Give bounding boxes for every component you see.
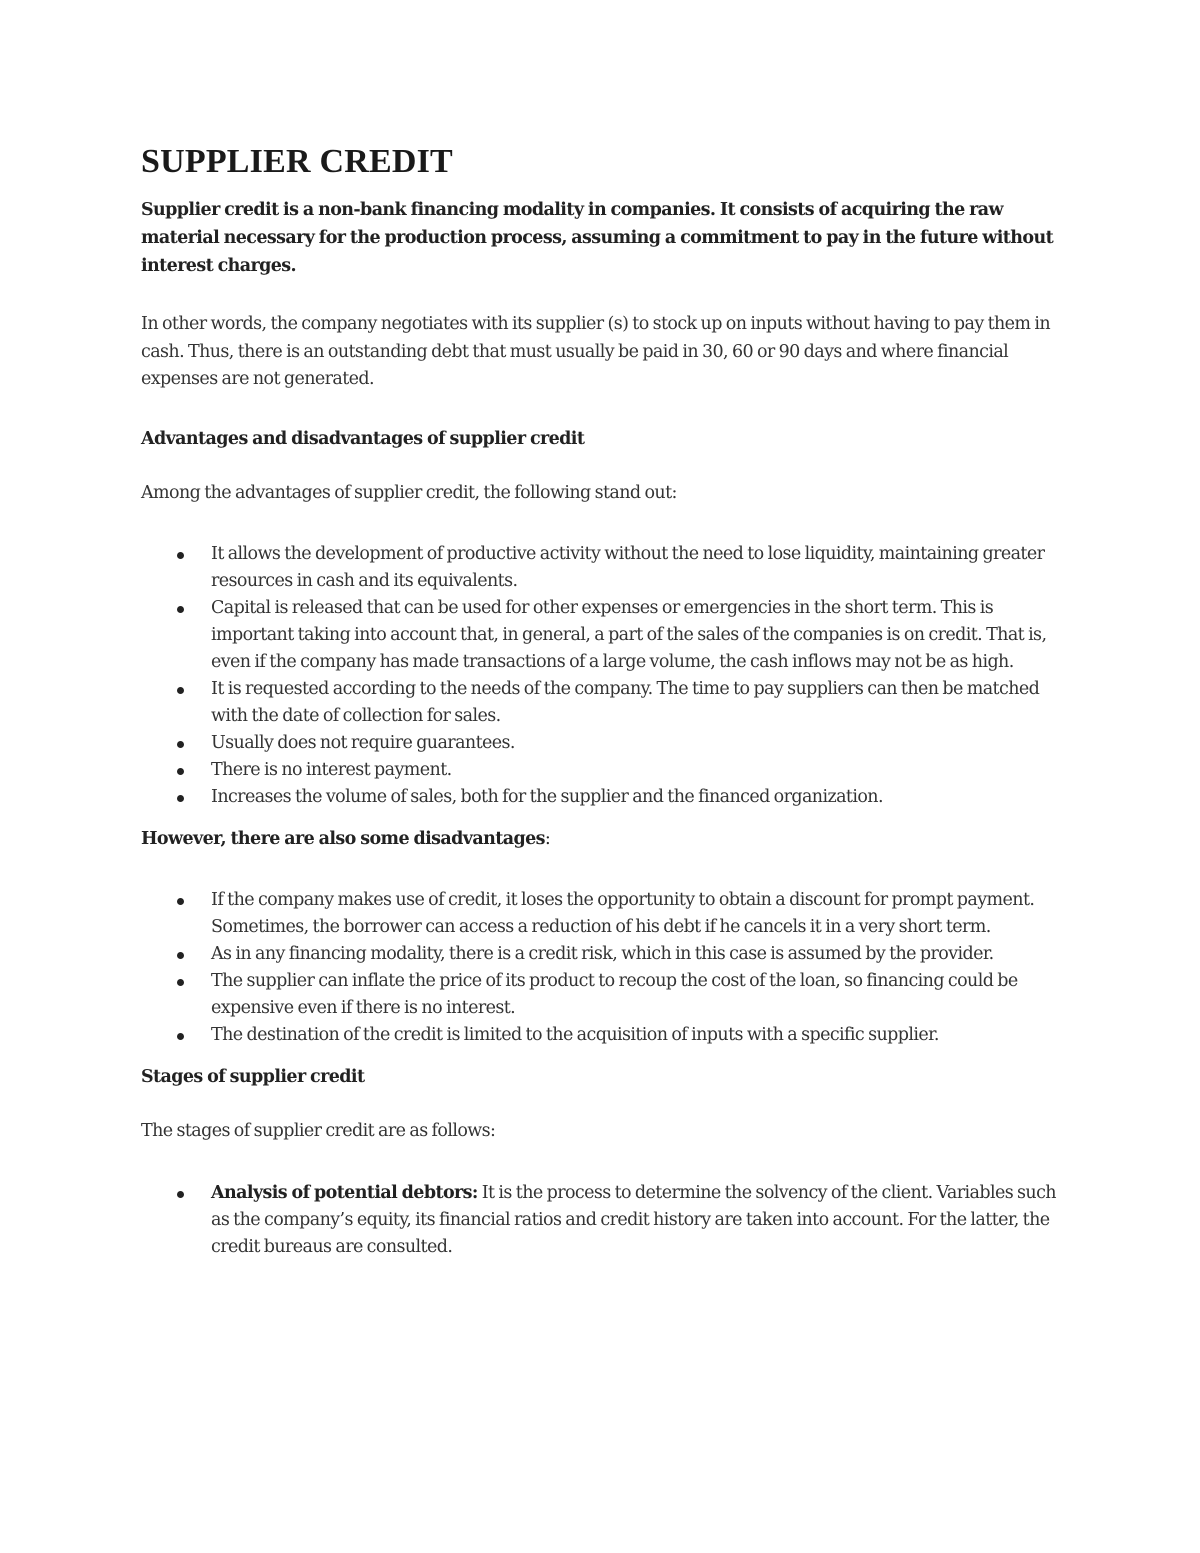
spacer	[141, 453, 1061, 480]
list-item	[141, 757, 1061, 784]
advantages-heading: Advantages and disadvantages of supplier credit	[141, 428, 585, 449]
bullet-icon	[177, 979, 184, 986]
list-item	[141, 887, 1061, 941]
bullet-icon	[177, 552, 184, 559]
intro-paragraph: In other words, the company negotiates with its supplier (s) to stock up on inputs without having to pay them in cash. Thus, there is an outstanding debt that must usually be paid in 30, 60 or 90 days and where financial expenses are not generated.	[141, 314, 1051, 389]
bullet-icon	[177, 1033, 184, 1040]
document-page	[141, 140, 1061, 1261]
list-item	[141, 730, 1061, 757]
list-item-text: If the company makes use of credit, it loses the opportunity to obtain a discount for prompt payment. Sometimes, the borrower can access a reduction of his debt if he cancels it in a very short term.	[211, 890, 1035, 937]
stages-intro: The stages of supplier credit are as follows:	[141, 1121, 496, 1141]
spacer	[141, 1091, 1061, 1118]
list-item-text: There is no interest payment.	[211, 760, 452, 780]
bullet-icon	[177, 768, 184, 775]
list-item-text: Increases the volume of sales, both for the supplier and the financed organization.	[211, 787, 883, 807]
list-item	[141, 1180, 1061, 1261]
disadvantages-heading-text: However, there are also some disadvantages	[141, 829, 545, 849]
bullet-icon	[177, 741, 184, 748]
spacer	[141, 1146, 1061, 1180]
list-item	[141, 1022, 1061, 1049]
advantages-intro: Among the advantages of supplier credit, the following stand out:	[141, 482, 677, 503]
spacer	[141, 1049, 1061, 1063]
disadvantages-heading	[141, 825, 1061, 853]
disadvantages-heading-colon: :	[544, 829, 551, 849]
bullet-icon	[177, 898, 184, 905]
bullet-icon	[177, 1191, 184, 1198]
list-item-text: Capital is released that can be used for other expenses or emergencies in the short term. This is important taking into account that, in general, a part of the sales of the companies is on credit. That is, even if the company has made transactions of a large volume, the cash inflows may not be as high.	[211, 598, 1047, 672]
list-item-text: The supplier can inflate the price of its product to recoup the cost of the loan, so financing could be expensive even if there is no interest.	[211, 971, 1018, 1018]
list-item	[141, 595, 1061, 676]
advantages-list	[141, 541, 1061, 811]
list-item-text: It is requested according to the needs of the company. The time to pay suppliers can then be matched with the date of collection for sales.	[211, 679, 1040, 726]
stages-heading: Stages of supplier credit	[141, 1067, 365, 1087]
list-item-text: As in any financing modality, there is a credit risk, which in this case is assumed by the provider.	[211, 944, 994, 964]
spacer	[141, 853, 1061, 887]
bullet-icon	[177, 687, 184, 694]
disadvantages-list	[141, 887, 1061, 1049]
spacer	[141, 811, 1061, 825]
bullet-icon	[177, 606, 184, 613]
document-title: SUPPLIER CREDIT	[141, 143, 453, 180]
lead-paragraph: Supplier credit is a non-bank financing modality in companies. It consists of acquiring the raw material necessary for the production process, assuming a commitment to pay in the future without interest charges.	[141, 200, 1054, 276]
list-item-text: The destination of the credit is limited to the acquisition of inputs with a specific supplier.	[211, 1025, 939, 1045]
spacer	[141, 507, 1061, 541]
list-item	[141, 784, 1061, 811]
list-item	[141, 541, 1061, 595]
list-item	[141, 676, 1061, 730]
list-item	[141, 968, 1061, 1022]
list-item	[141, 941, 1061, 968]
list-item-text: It allows the development of productive activity without the need to lose liquidity, maintaining greater resources in cash and its equivalents.	[211, 544, 1045, 591]
bullet-icon	[177, 795, 184, 802]
spacer	[141, 394, 1061, 425]
stage-description: It is the process to determine the solvency of the client. Variables such as the company’s equity, its financial ratios and credit history are taken into account. For the latter, the credit bureaus are consulted.	[211, 1182, 1056, 1257]
stage-term: Analysis of potential debtors:	[211, 1182, 478, 1203]
bullet-icon	[177, 952, 184, 959]
stages-list	[141, 1180, 1061, 1261]
list-item-text: Usually does not require guarantees.	[211, 733, 515, 753]
